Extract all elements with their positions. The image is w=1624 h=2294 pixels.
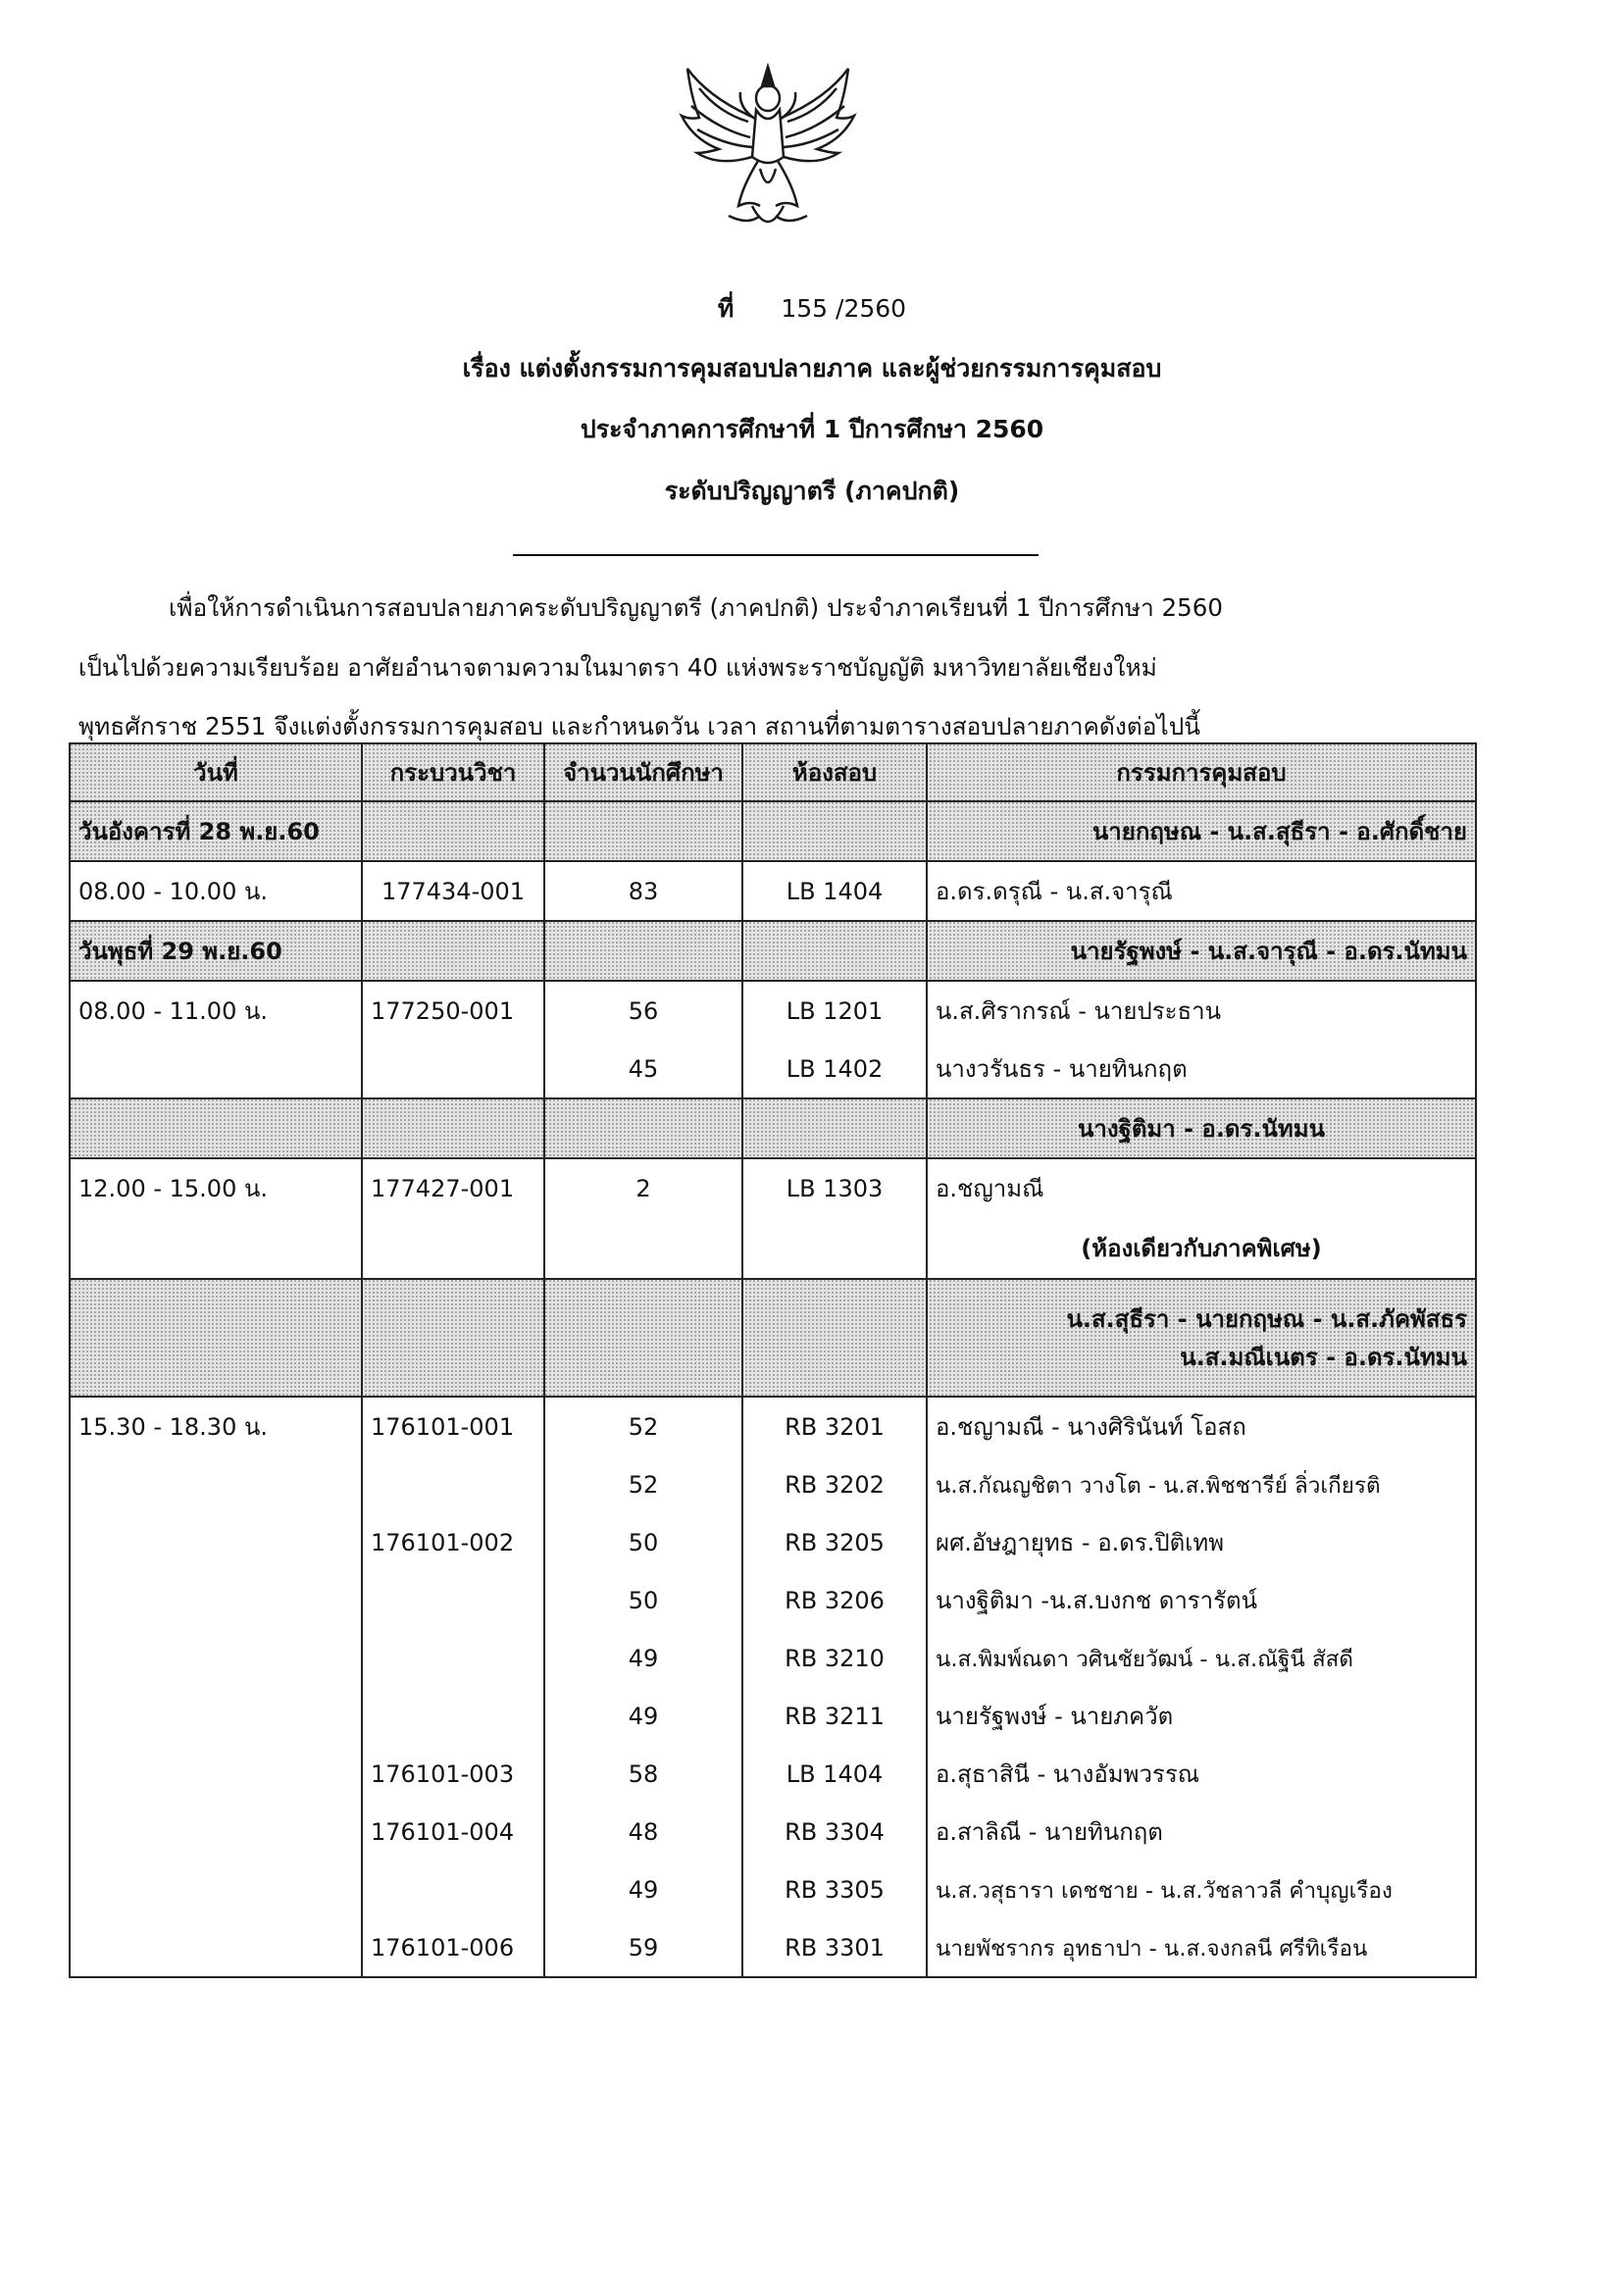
proctors-cell: น.ส.ศิรากรณ์ - นายประธาน xyxy=(927,981,1476,1040)
proctors-cell: น.ส.พิมพ์ณดา วศินชัยวัฒน์ - น.ส.ณัฐินี สัสดี xyxy=(927,1629,1476,1687)
room-cell: RB 3202 xyxy=(742,1455,927,1513)
course-cell: 177434-001 xyxy=(362,861,544,921)
room-cell: LB 1201 xyxy=(742,981,927,1040)
students-cell: 48 xyxy=(544,1803,742,1861)
students-cell: 83 xyxy=(544,861,742,921)
course-cell: 176101-001 xyxy=(362,1397,544,1455)
table-row xyxy=(70,1455,1476,1513)
proctors-cell: น.ส.มณีเนตร - อ.ดร.นัทมน xyxy=(927,1338,1476,1397)
document-subject: เรื่อง แต่งตั้งกรรมการคุมสอบปลายภาค และผู้ช่วยกรรมการคุมสอบ xyxy=(462,354,1162,382)
header-date: วันที่ xyxy=(70,743,362,801)
proctors-cell: น.ส.วสุธารา เดชชาย - น.ส.วัชลาวลี คำบุญเรือง xyxy=(927,1861,1476,1918)
document-level: ระดับปริญญาตรี (ภาคปกติ) xyxy=(664,477,960,505)
proctors-cell: (ห้องเดียวกับภาคพิเศษ) xyxy=(927,1217,1476,1279)
students-cell: 58 xyxy=(544,1745,742,1803)
table-row xyxy=(70,1098,1476,1158)
intro-paragraph-line-3: พุทธศักราช 2551 จึงแต่งตั้งกรรมการคุมสอบ และกำหนดวัน เวลา สถานที่ตามตารางสอบปลายภาคดังต่อไปนี้ xyxy=(78,712,1201,740)
proctors-cell: นายกฤษณ - น.ส.สุธีรา - อ.ศักดิ์ชาย xyxy=(927,801,1476,861)
course-cell: 177427-001 xyxy=(362,1158,544,1217)
table-row xyxy=(70,1158,1476,1217)
header-proctors: กรรมการคุมสอบ xyxy=(927,743,1476,801)
students-cell: 50 xyxy=(544,1571,742,1629)
table-row xyxy=(70,1217,1476,1279)
room-cell: RB 3201 xyxy=(742,1397,927,1455)
proctors-cell: อ.ดร.ดรุณี - น.ส.จารุณี xyxy=(927,861,1476,921)
students-cell: 49 xyxy=(544,1861,742,1918)
date-cell: วันอังคารที่ 28 พ.ย.60 xyxy=(70,801,362,861)
table-row xyxy=(70,1861,1476,1918)
room-cell: RB 3211 xyxy=(742,1687,927,1745)
room-cell: LB 1303 xyxy=(742,1158,927,1217)
table-row xyxy=(70,1040,1476,1098)
room-cell: RB 3206 xyxy=(742,1571,927,1629)
time-cell: 15.30 - 18.30 น. xyxy=(70,1397,362,1455)
room-cell: LB 1402 xyxy=(742,1040,927,1098)
room-cell: RB 3301 xyxy=(742,1918,927,1977)
proctors-cell: นายรัฐพงษ์ - น.ส.จารุณี - อ.ดร.นัทมน xyxy=(927,921,1476,981)
header-students: จำนวนนักศึกษา xyxy=(544,743,742,801)
time-cell: 12.00 - 15.00 น. xyxy=(70,1158,362,1217)
table-row xyxy=(70,1513,1476,1571)
course-cell: 176101-002 xyxy=(362,1513,544,1571)
header-room: ห้องสอบ xyxy=(742,743,927,801)
students-cell: 52 xyxy=(544,1397,742,1455)
intro-paragraph-line-1: เพื่อให้การดำเนินการสอบปลายภาคระดับปริญญาตรี (ภาคปกติ) ประจำภาคเรียนที่ 1 ปีการศึกษา 2560 xyxy=(169,593,1223,622)
intro-paragraph-line-2: เป็นไปด้วยความเรียบร้อย อาศัยอำนาจตามความในมาตรา 40 แห่งพระราชบัญญัติ มหาวิทยาลัยเชียงใหม่ xyxy=(78,653,1157,682)
students-cell: 45 xyxy=(544,1040,742,1098)
proctors-cell: อ.สาลิณี - นายทินกฤต xyxy=(927,1803,1476,1861)
table-row xyxy=(70,921,1476,981)
divider xyxy=(513,554,1039,556)
document-semester: ประจำภาคการศึกษาที่ 1 ปีการศึกษา 2560 xyxy=(580,415,1044,443)
table-row xyxy=(70,1629,1476,1687)
proctors-cell: ผศ.อัษฎายุทธ - อ.ดร.ปิติเทพ xyxy=(927,1513,1476,1571)
table-row xyxy=(70,1338,1476,1397)
table-row xyxy=(70,1803,1476,1861)
room-cell: RB 3205 xyxy=(742,1513,927,1571)
students-cell: 49 xyxy=(544,1687,742,1745)
proctors-cell: อ.สุธาสินี - นางอัมพวรรณ xyxy=(927,1745,1476,1803)
date-cell: วันพุธที่ 29 พ.ย.60 xyxy=(70,921,362,981)
exam-schedule-table xyxy=(69,742,1477,1978)
proctors-cell: อ.ชญามณี xyxy=(927,1158,1476,1217)
room-cell: RB 3210 xyxy=(742,1629,927,1687)
students-cell: 52 xyxy=(544,1455,742,1513)
table-row xyxy=(70,1279,1476,1338)
course-cell: 177250-001 xyxy=(362,981,544,1040)
table-row xyxy=(70,801,1476,861)
students-cell: 59 xyxy=(544,1918,742,1977)
students-cell: 49 xyxy=(544,1629,742,1687)
document-number-label: ที่ xyxy=(717,294,735,323)
document-number-value: 155 /2560 xyxy=(781,294,907,323)
proctors-cell: นางฐิติมา - อ.ดร.นัทมน xyxy=(927,1098,1476,1158)
students-cell: 56 xyxy=(544,981,742,1040)
time-cell: 08.00 - 10.00 น. xyxy=(70,861,362,921)
table-header-row xyxy=(70,743,1476,801)
table-row xyxy=(70,981,1476,1040)
course-cell: 176101-004 xyxy=(362,1803,544,1861)
proctors-cell: นางฐิติมา -น.ส.บงกช ดารารัตน์ xyxy=(927,1571,1476,1629)
proctors-cell: นายรัฐพงษ์ - นายภควัต xyxy=(927,1687,1476,1745)
proctors-cell: น.ส.กัณญชิตา วางโต - น.ส.พิชชารีย์ ลิ่วเกียรติ xyxy=(927,1455,1476,1513)
room-cell: RB 3305 xyxy=(742,1861,927,1918)
room-cell: LB 1404 xyxy=(742,1745,927,1803)
students-cell: 2 xyxy=(544,1158,742,1217)
proctors-cell: นางวรันธร - นายทินกฤต xyxy=(927,1040,1476,1098)
table-row xyxy=(70,1687,1476,1745)
table-row xyxy=(70,1745,1476,1803)
table-row xyxy=(70,1397,1476,1455)
course-cell: 176101-003 xyxy=(362,1745,544,1803)
table-row xyxy=(70,861,1476,921)
time-cell: 08.00 - 11.00 น. xyxy=(70,981,362,1040)
header-course: กระบวนวิชา xyxy=(362,743,544,801)
proctors-cell: น.ส.สุธีรา - นายกฤษณ - น.ส.ภัคพัสธร xyxy=(927,1279,1476,1338)
course-cell: 176101-006 xyxy=(362,1918,544,1977)
table-row xyxy=(70,1918,1476,1977)
garuda-emblem-icon xyxy=(670,59,866,240)
proctors-cell: นายพัชรากร อุทธาปา - น.ส.จงกลนี ศรีทิเรือน xyxy=(927,1918,1476,1977)
document-number xyxy=(0,289,1624,329)
room-cell: LB 1404 xyxy=(742,861,927,921)
room-cell: RB 3304 xyxy=(742,1803,927,1861)
students-cell: 50 xyxy=(544,1513,742,1571)
table-row xyxy=(70,1571,1476,1629)
proctors-cell: อ.ชญามณี - นางศิรินันท์ โอสถ xyxy=(927,1397,1476,1455)
